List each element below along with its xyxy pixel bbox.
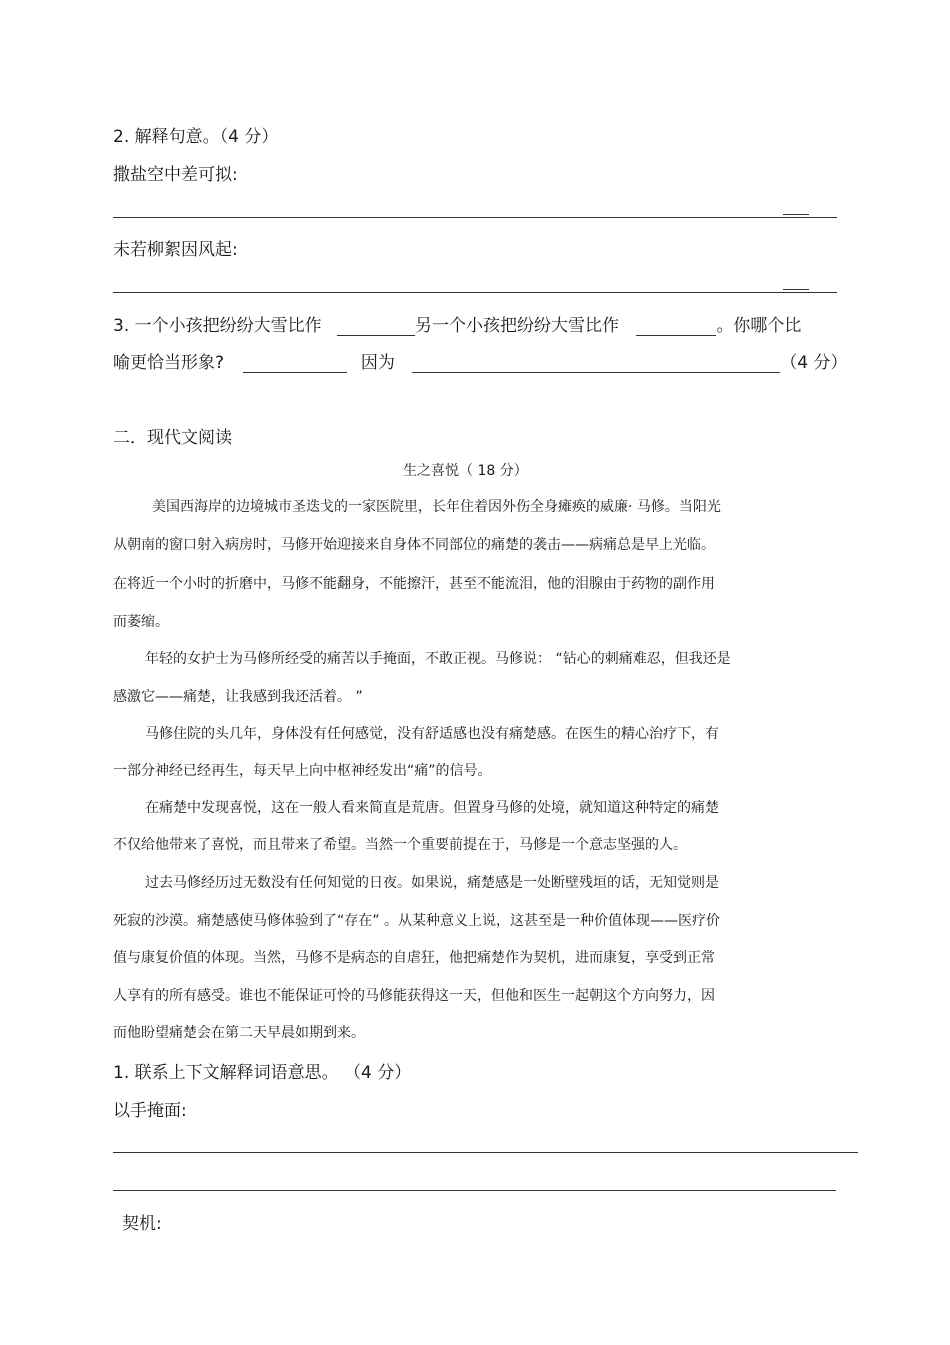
blank-2[interactable] [636,317,716,336]
section-heading: 二．现代文阅读 [113,428,232,448]
answer-line[interactable] [113,1152,858,1153]
passage-line: 不仅给他带来了喜悦，而且带来了希望。当然一个重要前提在于，马修是一个意志坚强的人。 [113,837,687,853]
passage-line: 在将近一个小时的折磨中，马修不能翻身，不能擦汗，甚至不能流泪，他的泪腺由于药物的副作用 [113,576,715,592]
passage-line: 在痛楚中发现喜悦，这在一般人看来简直是荒唐。但置身马修的处境，就知道这种特定的痛楚 [145,800,719,816]
q2-line1-label: 撒盐空中差可拟: [113,165,238,185]
q3-text-4: 喻更恰当形象? [113,353,225,373]
q3-line1 [113,311,801,336]
q3-line2 [113,348,847,373]
passage-line: 值与康复价值的体现。当然，马修不是病态的自虐狂，他把痛楚作为契机，进而康复，享受到正常 [113,950,715,966]
blank-3[interactable] [243,354,347,373]
passage-line: 年轻的女护士为马修所经受的痛苦以手掩面，不敢正视。马修说： “钻心的刺痛难忍，但我还是 [145,651,731,667]
passage-line: 一部分神经已经再生，每天早上向中枢神经发出“痛”的信号。 [113,763,492,779]
subq1-heading: 1. 联系上下文解释词语意思。 （4 分） [113,1063,412,1083]
q3-text-1: 3. 一个小孩把纷纷大雪比作 [113,316,322,336]
q3-text-6: （4 分） [780,353,848,373]
q2-heading: 2. 解释句意。（4 分） [113,127,279,147]
q2-line2-label: 未若柳絮因风起: [113,240,238,260]
passage-line: 马修住院的头几年，身体没有任何感觉，没有舒适感也没有痛楚感。在医生的精心治疗下，有 [145,726,719,742]
q3-text-3: 。你哪个比 [716,316,802,336]
passage-line: 美国西海岸的边境城市圣迭戈的一家医院里，长年住着因外伤全身瘫痪的威廉· 马修。当阳光 [152,499,721,515]
subq1-term1: 以手掩面: [113,1101,187,1121]
answer-line[interactable] [113,292,837,293]
answer-line[interactable] [113,1190,836,1191]
blank-4[interactable] [412,354,780,373]
passage-line: 而萎缩。 [113,614,169,630]
passage-line: 死寂的沙漠。痛楚感使马修体验到了“存在” 。从某种意义上说，这甚至是一种价值体现——医疗价 [113,913,720,929]
passage-line: 过去马修经历过无数没有任何知觉的日夜。如果说，痛楚感是一处断壁残垣的话，无知觉则是 [145,875,719,891]
passage-line: 感激它——痛楚，让我感到我还活着。 ” [113,689,363,705]
blank-1[interactable] [337,317,415,336]
passage-line: 人享有的所有感受。谁也不能保证可怜的马修能获得这一天，但他和医生一起朝这个方向努力，因 [113,988,715,1004]
answer-line-dash [783,214,809,215]
answer-line-dash [783,289,809,290]
subq1-term2: 契机: [122,1214,162,1234]
passage-line: 而他盼望痛楚会在第二天早晨如期到来。 [113,1025,365,1041]
passage-line: 从朝南的窗口射入病房时，马修开始迎接来自身体不同部位的痛楚的袭击——病痛总是早上光临。 [113,537,715,553]
q3-text-2: 另一个小孩把纷纷大雪比作 [415,316,620,336]
answer-line[interactable] [113,217,837,218]
q3-text-5: 因为 [360,353,395,373]
article-title: 生之喜悦（ 18 分） [403,463,528,479]
